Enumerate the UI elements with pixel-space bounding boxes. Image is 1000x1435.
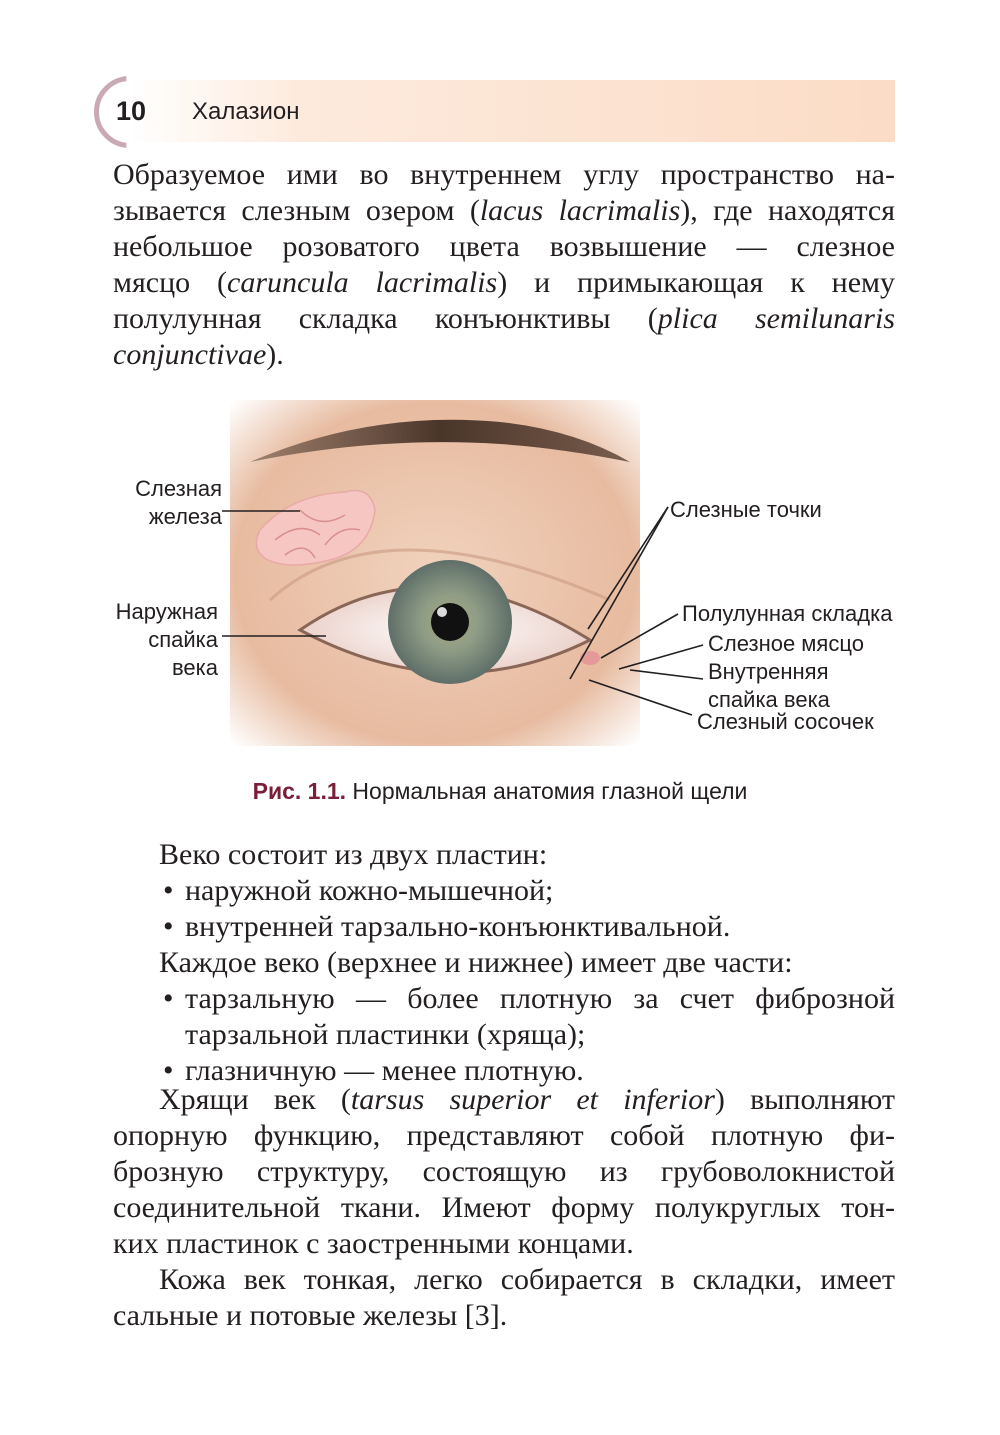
label-medial-commissure (708, 658, 830, 714)
text-line: опорную функцию, представляют собой плотную фи- (113, 1119, 895, 1152)
list-item-text: глазничную — менее плотную. (185, 1054, 584, 1087)
paragraph-eyelid-skin (113, 1262, 895, 1334)
list-item (113, 909, 895, 945)
latin-term: lacus lacrimalis (479, 194, 681, 227)
text-span: Хрящи век ( (159, 1083, 351, 1116)
text-line (113, 157, 895, 193)
text-line (113, 301, 895, 337)
caption-text: Нормальная анатомия глазной щели (346, 778, 748, 804)
text-span: зывается слезным озером ( (113, 194, 480, 227)
label-lateral-commissure (100, 598, 218, 682)
list-item (113, 981, 895, 1053)
label-line: Слезная (135, 476, 222, 501)
figure-number: Рис. 1.1. (252, 778, 347, 804)
text-span: полулунная складка конъюнктивы ( (113, 302, 658, 335)
label-line: спайка века (708, 687, 830, 712)
list-item-text: тарзальной пластинки (хряща); (185, 1018, 586, 1051)
text-line: брозную структуру, состоящую из грубоволокнистой (113, 1155, 895, 1188)
label-line: Внутренняя (708, 659, 829, 684)
eye-illustration (230, 400, 640, 746)
bullet-icon: • (163, 874, 174, 907)
text-span: Образуемое ими во внутреннем углу пространство на- (113, 158, 895, 191)
list-item (113, 873, 895, 909)
list-item-text: внутренней тарзально-конъюнктивальной. (185, 910, 731, 943)
label-lacrimal-papilla: Слезный сосочек (697, 709, 874, 734)
latin-term: plica semilunaris (657, 302, 895, 335)
label-lacrimal-puncta: Слезные точки (670, 497, 822, 522)
text-span: мясцо ( (113, 266, 228, 299)
list-intro: Каждое веко (верхнее и нижнее) имеет две части: (159, 946, 793, 979)
paragraph-lacus-lacrimalis (113, 157, 895, 373)
label-line: века (171, 655, 218, 680)
text-line (113, 337, 895, 373)
text-line: ких пластинок с заостренными концами. (113, 1227, 634, 1260)
text-line (113, 265, 895, 301)
bullet-icon: • (163, 910, 174, 943)
text-span: ) выполняют (714, 1083, 895, 1116)
pupil-highlight (437, 607, 447, 617)
eyelid-layers-list (113, 837, 895, 945)
latin-term: conjunctivae (113, 338, 267, 371)
label-lacrimal-gland (118, 475, 222, 531)
text-line: сальные и потовые железы [3]. (113, 1299, 508, 1332)
pupil (431, 603, 469, 641)
list-intro: Веко состоит из двух пластин: (159, 838, 548, 871)
list-item-text: тарзальную — более плотную за счет фиброзной (185, 982, 895, 1015)
text-line (113, 229, 895, 265)
running-title: Халазион (192, 98, 300, 125)
bullet-icon: • (163, 982, 174, 1015)
figure-caption (0, 778, 1000, 805)
text-span: ), где находятся (680, 194, 895, 227)
page-number: 10 (116, 96, 147, 126)
bullet-icon: • (163, 1054, 174, 1087)
list-item-text: наружной кожно-мышечной; (185, 874, 554, 907)
label-caruncle: Слезное мясцо (708, 631, 864, 656)
figure-eye-anatomy (0, 392, 1000, 752)
label-line: железа (148, 504, 222, 529)
latin-term: caruncula lacrimalis (227, 266, 498, 299)
label-line: спайка (148, 627, 218, 652)
text-span: небольшое розоватого цвета возвышение — слезное (113, 230, 895, 263)
latin-term: tarsus superior et inferior (350, 1083, 715, 1116)
paragraph-tarsus (113, 1082, 895, 1262)
text-span: ) и примыкающая к нему (497, 266, 895, 299)
text-line: соединительной ткани. Имеют форму полукруглых тон- (113, 1191, 895, 1224)
eyelid-parts-list (113, 945, 895, 1089)
text-line (113, 193, 895, 229)
text-line: Кожа век тонкая, легко собирается в складки, имеет (159, 1263, 895, 1296)
label-line: Наружная (115, 599, 218, 624)
text-span: ). (266, 338, 284, 371)
label-plica-semilunaris: Полулунная складка (682, 601, 893, 626)
caruncle (580, 651, 600, 665)
text-line (113, 1082, 895, 1118)
